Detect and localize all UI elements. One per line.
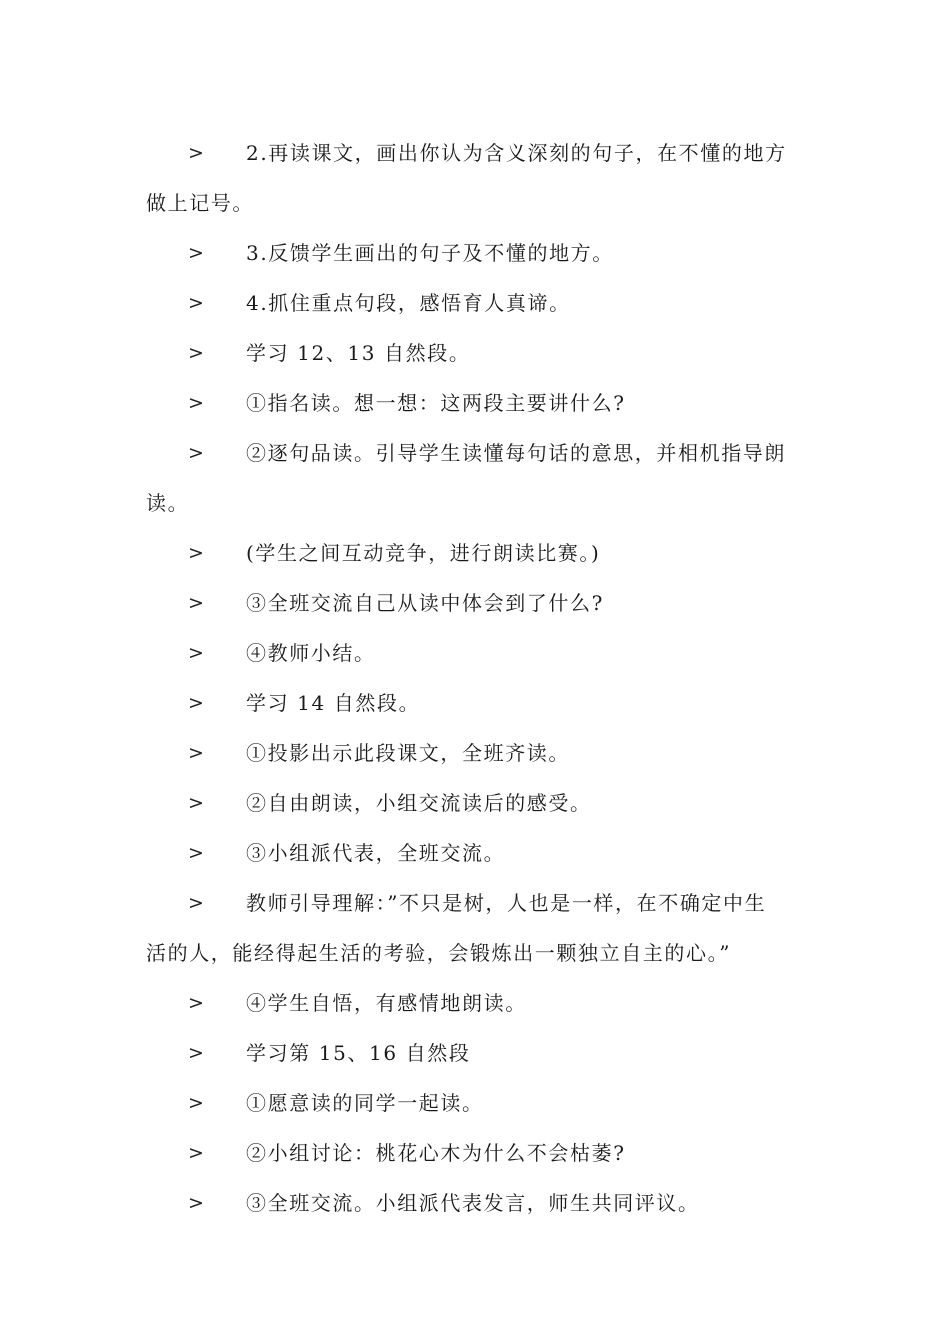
line-text: 教师引导理解：”不只是树，人也是一样，在不确定中生 (246, 891, 767, 915)
bullet-line (146, 278, 808, 328)
bullet-line (146, 1128, 808, 1178)
paragraph-continuation-line (146, 478, 808, 528)
paragraph-continuation-line (146, 178, 808, 228)
bullet-line (146, 378, 808, 428)
line-text: ③小组派代表，全班交流。 (246, 841, 506, 865)
bullet-line (146, 778, 808, 828)
line-text: ②小组讨论：桃花心木为什么不会枯萎? (246, 1141, 626, 1165)
line-text: ④学生自悟，有感情地朗读。 (246, 991, 527, 1015)
bullet-line (146, 728, 808, 778)
bullet-line (146, 828, 808, 878)
bullet-line (146, 878, 808, 928)
chevron-right-icon: > (188, 1092, 206, 1114)
bullet-line (146, 428, 808, 478)
line-text: 活的人，能经得起生活的考验，会锻炼出一颗独立自主的心。” (146, 941, 732, 965)
chevron-right-icon: > (188, 742, 206, 764)
bullet-line (146, 1178, 808, 1228)
bullet-line (146, 628, 808, 678)
line-text: 读。 (146, 491, 190, 515)
chevron-right-icon: > (188, 392, 206, 414)
line-text: 4.抓住重点句段，感悟育人真谛。 (246, 291, 571, 315)
chevron-right-icon: > (188, 892, 206, 914)
line-text: ②逐句品读。引导学生读懂每句话的意思，并相机指导朗 (246, 441, 786, 465)
chevron-right-icon: > (188, 642, 206, 664)
line-text: ④教师小结。 (246, 641, 376, 665)
line-text: 学习 12、13 自然段。 (246, 341, 471, 365)
chevron-right-icon: > (188, 292, 206, 314)
paragraph-continuation-line (146, 928, 808, 978)
chevron-right-icon: > (188, 1042, 206, 1064)
line-text: ③全班交流。小组派代表发言，师生共同评议。 (246, 1191, 700, 1215)
line-text: 3.反馈学生画出的句子及不懂的地方。 (246, 241, 614, 265)
bullet-line (146, 678, 808, 728)
line-text: ①指名读。想一想：这两段主要讲什么? (246, 391, 626, 415)
chevron-right-icon: > (188, 992, 206, 1014)
bullet-line (146, 528, 808, 578)
bullet-line (146, 978, 808, 1028)
chevron-right-icon: > (188, 792, 206, 814)
line-text: 学习 14 自然段。 (246, 691, 421, 715)
chevron-right-icon: > (188, 542, 206, 564)
line-text: ①投影出示此段课文，全班齐读。 (246, 741, 570, 765)
line-text: ②自由朗读，小组交流读后的感受。 (246, 791, 592, 815)
chevron-right-icon: > (188, 1192, 206, 1214)
chevron-right-icon: > (188, 1142, 206, 1164)
line-text: ①愿意读的同学一起读。 (246, 1091, 484, 1115)
chevron-right-icon: > (188, 692, 206, 714)
chevron-right-icon: > (188, 142, 206, 164)
chevron-right-icon: > (188, 842, 206, 864)
chevron-right-icon: > (188, 592, 206, 614)
line-text: 学习第 15、16 自然段 (246, 1041, 471, 1065)
chevron-right-icon: > (188, 442, 206, 464)
line-text: 做上记号。 (146, 191, 254, 215)
bullet-line (146, 328, 808, 378)
bullet-line (146, 578, 808, 628)
bullet-line (146, 228, 808, 278)
bullet-line (146, 1078, 808, 1128)
line-text: ③全班交流自己从读中体会到了什么? (246, 591, 604, 615)
chevron-right-icon: > (188, 342, 206, 364)
chevron-right-icon: > (188, 242, 206, 264)
document-body (146, 128, 808, 1228)
line-text: (学生之间互动竞争，进行朗读比赛。) (246, 541, 601, 565)
bullet-line (146, 1028, 808, 1078)
line-text: 2.再读课文，画出你认为含义深刻的句子，在不懂的地方 (246, 141, 787, 165)
bullet-line (146, 128, 808, 178)
